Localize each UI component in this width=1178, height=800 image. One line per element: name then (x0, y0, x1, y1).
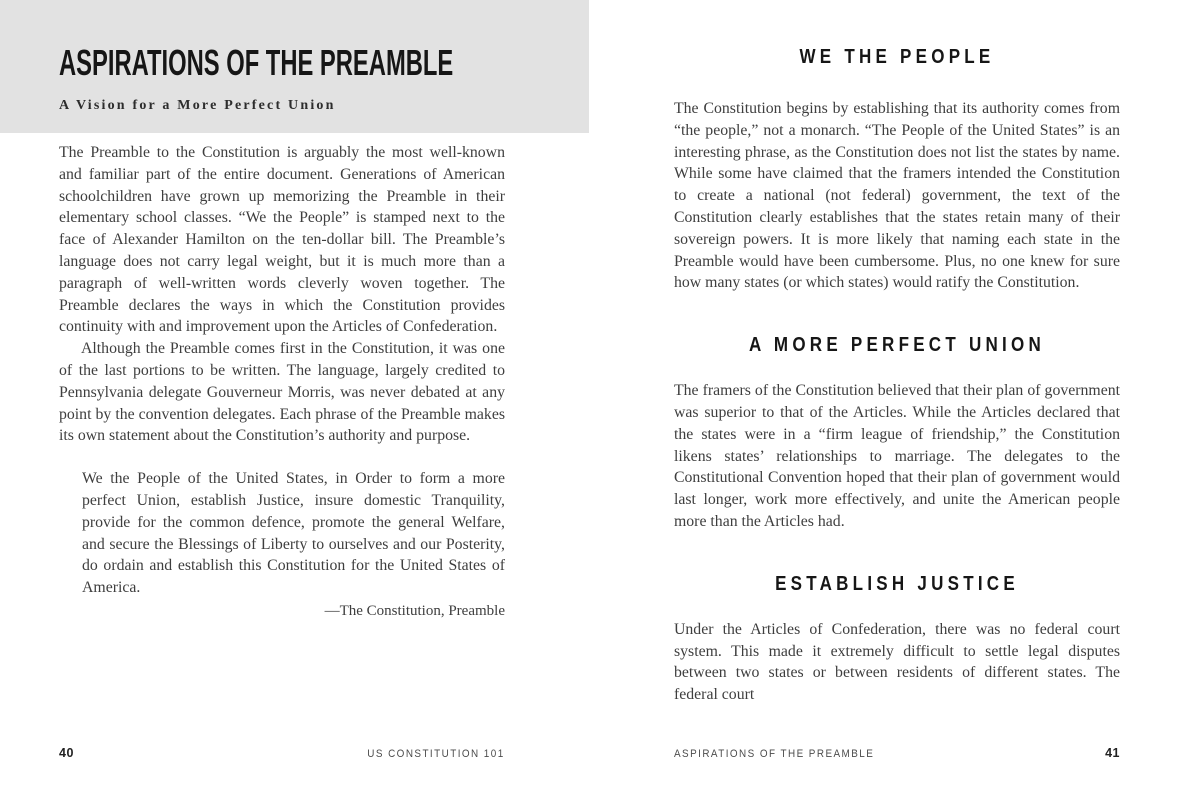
section-heading-a-more-perfect-union: A MORE PERFECT UNION (749, 334, 1045, 357)
section-heading-establish-justice: ESTABLISH JUSTICE (775, 572, 1019, 595)
page-number-left: 40 (59, 746, 74, 760)
section-heading-we-the-people: WE THE PEOPLE (799, 46, 995, 68)
preamble-quote: We the People of the United States, in Order to form a more perfect Union, establish Justice, insure domestic Tranquility, provide for the common defence, promote the general Welfare, and secure the Blessings of Liberty to ourselves and our Posterity, do ordain and establish this Constitution for the United States of America. (82, 470, 505, 597)
running-title-book: US CONSTITUTION 101 (367, 748, 505, 760)
left-page-footer (59, 746, 505, 760)
section-body-establish-justice: Under the Articles of Confederation, there was no federal court system. This made it extremely difficult to settle legal disputes between two states or between residents of different states. The federal court (674, 620, 1120, 704)
paragraph-history: Although the Preamble comes first in the Constitution, it was one of the last portions to be written. The language, largely credited to Pennsylvania delegate Gouverneur Morris, was never debated at any point by the convention delegates. Each phrase of the Preamble makes its own statement about the Constitution’s authority and purpose. (59, 340, 505, 445)
chapter-title: ASPIRATIONS OF THE PREAMBLE (59, 42, 454, 83)
right-page-body (674, 0, 1120, 706)
quote-attribution: —The Constitution, Preamble (324, 602, 505, 619)
chapter-subtitle: A Vision for a More Perfect Union (59, 98, 336, 113)
chapter-header-block (0, 0, 589, 133)
right-page-footer (674, 746, 1120, 760)
page-number-right: 41 (1105, 746, 1120, 760)
running-title-chapter: ASPIRATIONS OF THE PREAMBLE (674, 748, 875, 760)
right-page (589, 0, 1178, 800)
left-page-body (59, 142, 505, 621)
section-body-we-the-people: The Constitution begins by establishing that its authority comes from “the people,” not a monarch. “The People of the United States” is an interesting phrase, as the Constitution does not list the states by name. While some have claimed that the framers intended the Constitution to create a national (not federal) government, the text of the Constitution clearly establishes that the states retain many of their sovereign powers. It is more likely that naming each state in the Preamble would have been cumbersome. Plus, no one knew for sure how many states (or which states) would ratify the Constitution. (674, 100, 1120, 292)
section-body-a-more-perfect-union: The framers of the Constitution believed that their plan of government was superior to that of the Articles. While the Articles declared that the states were in a “firm league of friendship,” the Constitution likens states’ relationships to marriage. The delegates to the Constitutional Convention hoped that their plan of government would last longer, work more effectively, and unite the American people more than the Articles had. (674, 382, 1120, 530)
paragraph-intro: The Preamble to the Constitution is arguably the most well-known and familiar part of the entire document. Generations of American schoolchildren have grown up memorizing the Preamble in their elementary school classes. “We the People” is stamped next to the face of Alexander Hamilton on the ten-dollar bill. The Preamble’s language does not carry legal weight, but it is much more than a paragraph of well-written words cleverly woven together. The Preamble declares the ways in which the Constitution provides continuity with and improvement upon the Articles of Confederation. (59, 144, 505, 336)
